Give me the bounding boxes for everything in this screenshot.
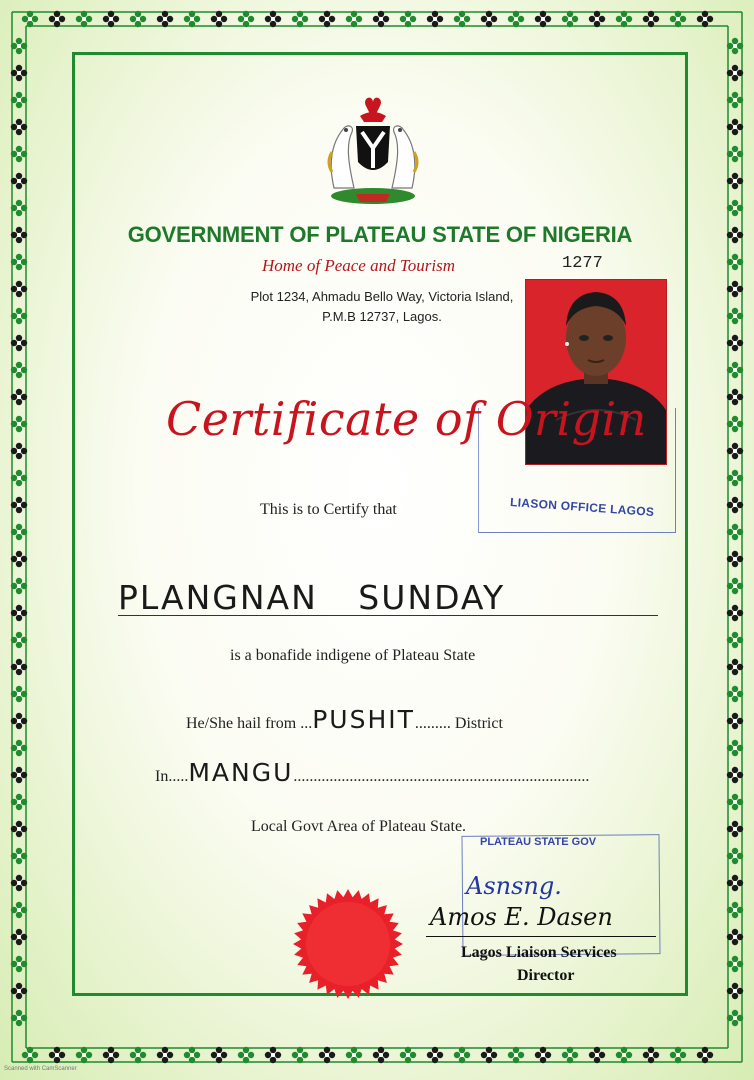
border-motif — [11, 443, 27, 459]
border-motif — [454, 11, 470, 27]
border-motif — [11, 65, 27, 81]
border-motif — [11, 821, 27, 837]
border-motif — [727, 173, 743, 189]
in-prefix: In — [155, 768, 169, 785]
border-motif — [11, 200, 27, 216]
lga-statement: Local Govt Area of Plateau State. — [251, 818, 467, 835]
border-motif — [727, 38, 743, 54]
hail-prefix: He/She hail from — [186, 715, 297, 732]
border-motif — [76, 1047, 92, 1063]
border-motif — [11, 713, 27, 729]
border-motif — [11, 173, 27, 189]
border-motif — [11, 686, 27, 702]
name-underline — [118, 615, 658, 616]
border-motif — [211, 1047, 227, 1063]
border-motif — [319, 11, 335, 27]
border-motif — [22, 1047, 38, 1063]
border-motif — [11, 119, 27, 135]
lga-row: In.....MANGU.......................................................................... — [155, 758, 590, 787]
border-motif — [11, 524, 27, 540]
border-motif — [11, 767, 27, 783]
government-title: GOVERNMENT OF PLATEAU STATE OF NIGERIA — [127, 222, 633, 247]
border-motif — [130, 11, 146, 27]
border-motif — [481, 1047, 497, 1063]
border-motif — [727, 686, 743, 702]
border-motif — [727, 632, 743, 648]
border-motif — [727, 821, 743, 837]
border-motif — [481, 11, 497, 27]
border-motif — [508, 1047, 524, 1063]
border-motif — [11, 632, 27, 648]
border-motif — [727, 740, 743, 756]
border-motif — [292, 1047, 308, 1063]
district-row: He/She hail from ...PUSHIT......... District — [186, 705, 503, 734]
border-motif — [727, 497, 743, 513]
border-motif — [11, 983, 27, 999]
border-motif — [11, 1010, 27, 1026]
border-motif — [427, 11, 443, 27]
border-motif — [400, 11, 416, 27]
red-seal-icon — [292, 888, 404, 1000]
border-motif — [11, 470, 27, 486]
border-motif — [727, 200, 743, 216]
border-motif — [535, 11, 551, 27]
border-motif — [157, 1047, 173, 1063]
border-motif — [400, 1047, 416, 1063]
border-motif — [103, 1047, 119, 1063]
certify-statement: This is to Certify that — [260, 501, 397, 518]
border-motif — [697, 11, 713, 27]
border-motif — [11, 551, 27, 567]
serial-number: 1277 — [562, 254, 603, 273]
border-motif — [727, 389, 743, 405]
border-motif — [643, 1047, 659, 1063]
director-signature: Amos E. Dasen — [430, 903, 613, 931]
border-motif — [727, 443, 743, 459]
border-motif — [589, 1047, 605, 1063]
border-motif — [727, 92, 743, 108]
border-motif — [589, 11, 605, 27]
border-motif — [11, 578, 27, 594]
border-motif — [22, 11, 38, 27]
border-motif — [727, 470, 743, 486]
border-motif — [211, 11, 227, 27]
district-value: PUSHIT — [312, 705, 415, 734]
border-motif — [11, 227, 27, 243]
border-motif — [616, 11, 632, 27]
border-motif — [11, 254, 27, 270]
border-motif — [238, 11, 254, 27]
border-motif — [11, 146, 27, 162]
border-motif — [265, 11, 281, 27]
border-motif — [11, 362, 27, 378]
border-motif — [727, 524, 743, 540]
border-motif — [11, 740, 27, 756]
border-motif — [727, 227, 743, 243]
border-motif — [508, 11, 524, 27]
signatory-office: Lagos Liaison Services — [461, 944, 617, 961]
border-motif — [11, 389, 27, 405]
office-address — [232, 287, 532, 327]
border-motif — [49, 1047, 65, 1063]
liaison-stamp-text: LIASON OFFICE LAGOS — [509, 494, 655, 520]
border-motif — [49, 11, 65, 27]
border-motif — [727, 362, 743, 378]
border-motif — [727, 578, 743, 594]
border-motif — [11, 497, 27, 513]
border-motif — [11, 794, 27, 810]
signature-line — [426, 936, 656, 937]
border-motif — [11, 929, 27, 945]
border-motif — [727, 929, 743, 945]
border-motif — [727, 848, 743, 864]
border-motif — [11, 416, 27, 432]
border-motif — [727, 875, 743, 891]
border-motif — [11, 875, 27, 891]
signature-stamp-text: PLATEAU STATE GOV — [480, 836, 597, 848]
border-motif — [184, 1047, 200, 1063]
border-motif — [727, 254, 743, 270]
border-motif — [11, 281, 27, 297]
border-motif — [373, 1047, 389, 1063]
border-motif — [670, 1047, 686, 1063]
border-motif — [727, 416, 743, 432]
border-motif — [727, 308, 743, 324]
border-motif — [238, 1047, 254, 1063]
border-motif — [76, 11, 92, 27]
border-motif — [727, 767, 743, 783]
border-motif — [727, 794, 743, 810]
border-motif — [727, 1010, 743, 1026]
initials-signature: Asnsng. — [466, 872, 562, 900]
indigene-statement: is a bonafide indigene of Plateau State — [230, 647, 476, 664]
border-motif — [562, 1047, 578, 1063]
border-motif — [670, 11, 686, 27]
border-motif — [373, 11, 389, 27]
border-motif — [157, 11, 173, 27]
border-motif — [643, 11, 659, 27]
scanner-watermark: Scanned with CamScanner — [4, 1066, 77, 1072]
border-motif — [319, 1047, 335, 1063]
border-motif — [727, 983, 743, 999]
holder-name: PLANGNAN SUNDAY — [118, 578, 506, 617]
border-motif — [727, 119, 743, 135]
certificate-title: Certificate of Origin — [166, 392, 647, 446]
border-motif — [727, 551, 743, 567]
state-motto: Home of Peace and Tourism — [262, 256, 455, 275]
district-label: District — [454, 715, 503, 732]
border-motif — [727, 281, 743, 297]
border-motif — [346, 11, 362, 27]
border-motif — [727, 713, 743, 729]
address-line-2: P.M.B 12737, Lagos. — [322, 309, 442, 324]
border-motif — [727, 902, 743, 918]
signatory-title: Director — [517, 967, 575, 984]
border-motif — [184, 11, 200, 27]
border-motif — [727, 659, 743, 675]
border-motif — [616, 1047, 632, 1063]
border-motif — [346, 1047, 362, 1063]
border-motif — [11, 38, 27, 54]
border-motif — [454, 1047, 470, 1063]
border-motif — [535, 1047, 551, 1063]
border-motif — [103, 11, 119, 27]
border-motif — [265, 1047, 281, 1063]
border-motif — [11, 605, 27, 621]
border-motif — [727, 335, 743, 351]
border-motif — [292, 11, 308, 27]
border-motif — [727, 146, 743, 162]
border-motif — [11, 659, 27, 675]
border-motif — [727, 605, 743, 621]
border-motif — [130, 1047, 146, 1063]
border-motif — [562, 11, 578, 27]
border-motif — [11, 848, 27, 864]
border-motif — [11, 308, 27, 324]
border-motif — [11, 956, 27, 972]
border-motif — [727, 65, 743, 81]
address-line-1: Plot 1234, Ahmadu Bello Way, Victoria Island, — [250, 289, 514, 304]
border-motif — [697, 1047, 713, 1063]
border-motif — [11, 92, 27, 108]
border-motif — [427, 1047, 443, 1063]
coat-of-arms-icon — [318, 92, 428, 210]
border-motif — [727, 956, 743, 972]
border-motif — [11, 335, 27, 351]
border-motif — [11, 902, 27, 918]
lga-value: MANGU — [188, 758, 294, 787]
